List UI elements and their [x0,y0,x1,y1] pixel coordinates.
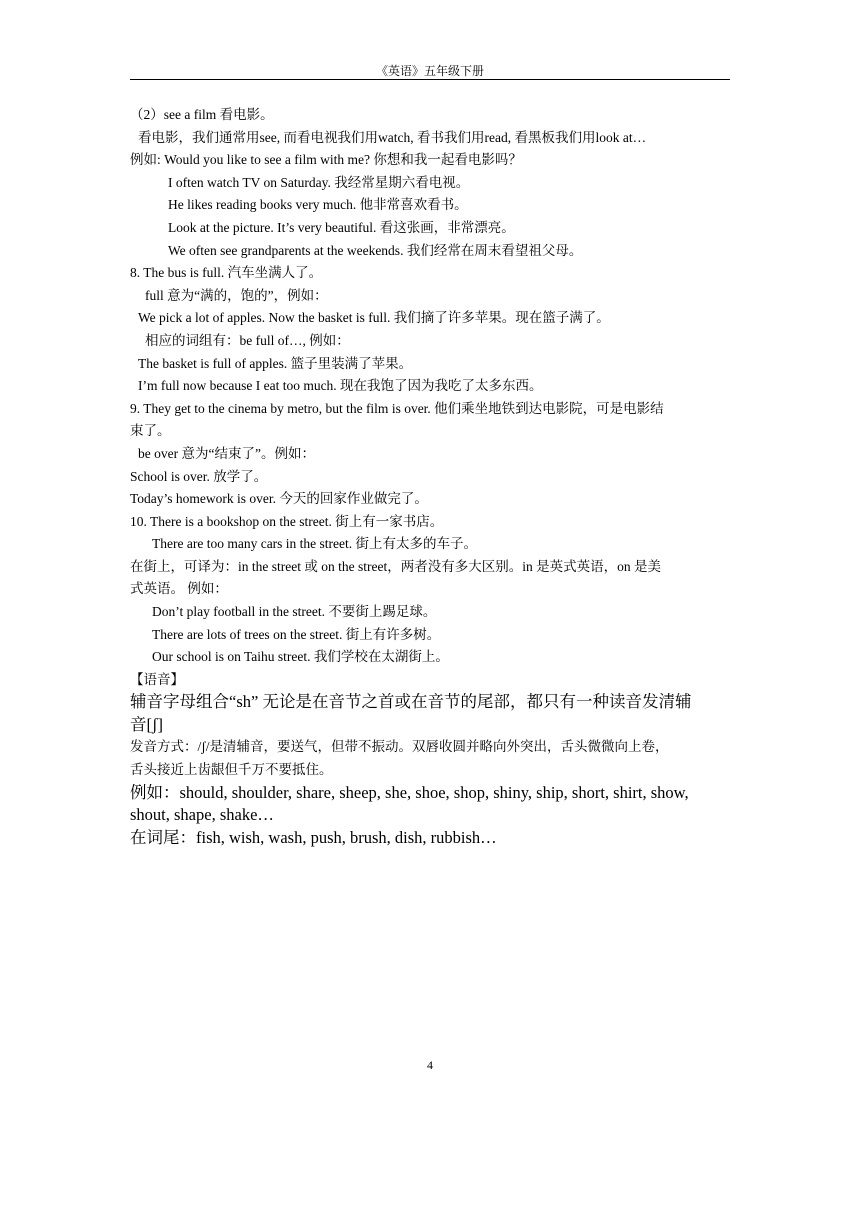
text-line: 在街上，可译为：in the street 或 on the street，两者没有多大区别。in 是英式英语，on 是美 [130,558,661,574]
text-line: 式英语。 例如： [130,581,228,597]
text-line: be over 意为“结束了”。例如： [138,445,315,461]
example-line: There are too many cars in the street. 街上有太多的车子。 [152,536,478,552]
phonics-examples: 例如：should, shoulder, share, sheep, she, shoe, shop, shiny, ship, short, shirt, show, [130,782,689,802]
item-heading-8: 8. The bus is full. 汽车坐满人了。 [130,265,323,281]
item-heading-9: 9. They get to the cinema by metro, but the film is over. 他们乘坐地铁到达电影院，可是电影结 [130,400,664,416]
example-line: He likes reading books very much. 他非常喜欢看书。 [168,197,468,213]
header-rule [130,79,730,80]
example-line: Look at the picture. It’s very beautiful. 看这张画，非常漂亮。 [168,219,515,235]
example-line: Our school is on Taihu street. 我们学校在太湖街上。 [152,649,449,665]
example-line: Today’s homework is over. 今天的回家作业做完了。 [130,491,428,507]
phonics-method: 舌头接近上齿龈但千万不要抵住。 [130,762,333,778]
example-line: I’m full now because I eat too much. 现在我饱了因为我吃了太多东西。 [138,378,543,394]
example-line: We often see grandparents at the weekends. 我们经常在周末看望祖父母。 [168,242,583,258]
page-header-title: 《英语》五年级下册 [375,64,484,78]
item-heading-10: 10. There is a bookshop on the street. 街上有一家书店。 [130,513,444,529]
example-line: We pick a lot of apples. Now the basket is full. 我们摘了许多苹果。现在篮子满了。 [138,310,610,326]
section-heading-see-a-film: （2）see a film 看电影。 [130,107,274,122]
text-line: 束了。 [130,423,171,439]
example-line: I often watch TV on Saturday. 我经常星期六看电视。 [168,174,470,190]
example-line: School is over. 放学了。 [130,468,268,484]
phonics-intro: 辅音字母组合“sh” 无论是在音节之首或在音节的尾部，都只有一种读音发清辅 [130,692,692,712]
page-number: 4 [427,1058,433,1072]
phonics-word-ending: 在词尾：fish, wish, wash, push, brush, dish, rubbish… [130,827,497,847]
section-heading-phonics: 【语音】 [130,671,184,687]
example-line: The basket is full of apples. 篮子里装满了苹果。 [138,355,413,371]
phonics-examples: shout, shape, shake… [130,805,274,825]
example-line: There are lots of trees on the street. 街上有许多树。 [152,626,441,642]
example-line: 例如: Would you like to see a film with me? 你想和我一起看电影吗？ [130,152,522,168]
example-line: Don’t play football in the street. 不要街上踢足球。 [152,604,437,620]
document-body [130,104,732,849]
text-line: 看电影，我们通常用see, 而看电视我们用watch, 看书我们用read, 看黑板我们用look at… [138,129,647,145]
text-line: full 意为“满的，饱的”，例如： [145,287,328,303]
phonics-intro: 音[ʃ] [130,714,163,734]
text-line: 相应的词组有：be full of…, 例如： [145,332,350,348]
phonics-method: 发音方式：/ʃ/是清辅音，要送气，但带不振动。双唇收圆并略向外突出，舌头微微向上卷， [130,739,669,755]
